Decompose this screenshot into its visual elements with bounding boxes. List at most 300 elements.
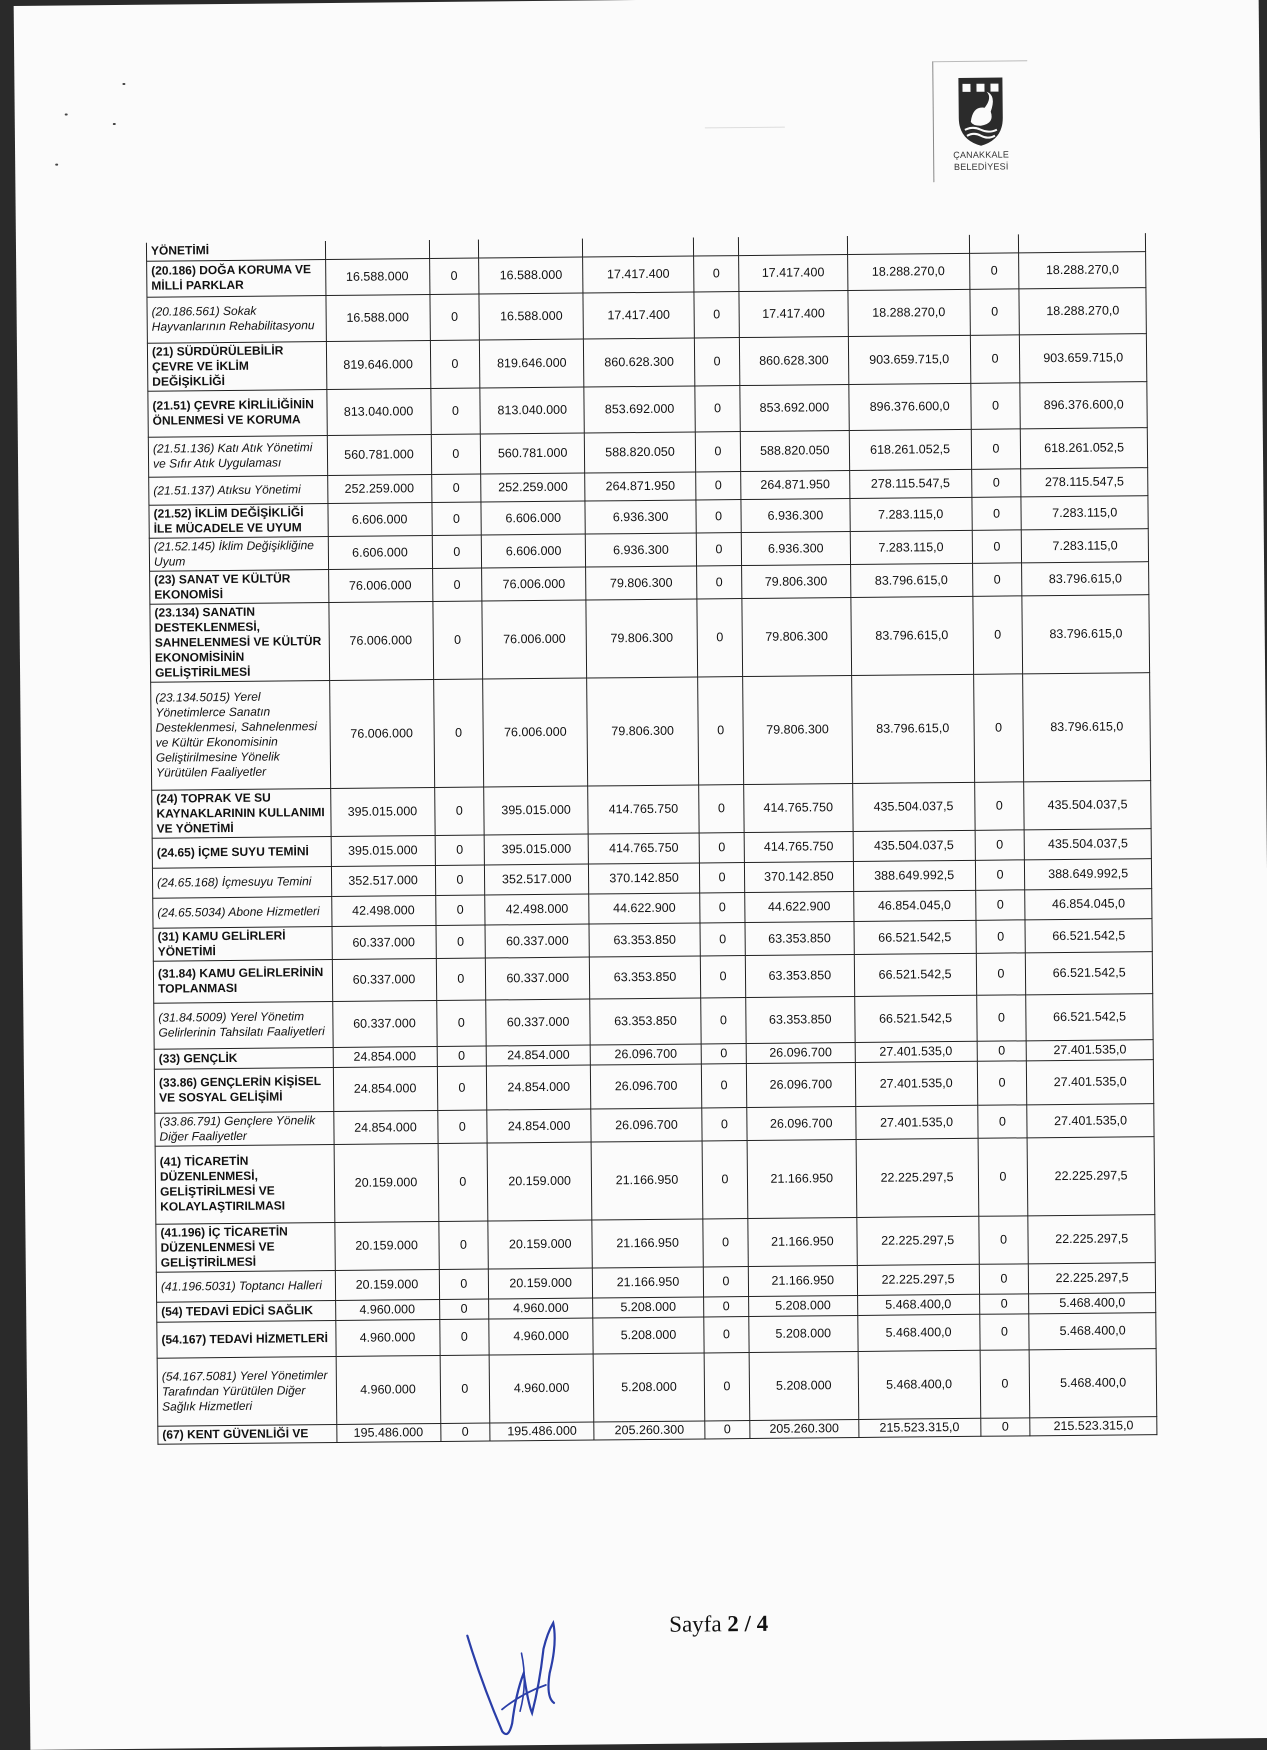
cell-c4: 79.806.300: [587, 676, 699, 785]
cell-c4: 17.417.400: [583, 291, 694, 338]
cell-c9: 18.288.270,0: [1019, 251, 1146, 288]
cell-c4: 205.260.300: [594, 1420, 705, 1439]
cell-c2: 0: [439, 1299, 489, 1319]
cell-c8: 0: [978, 1215, 1028, 1263]
cell-c7: 7.283.115,0: [850, 497, 972, 531]
cell-c3: 24.854.000: [486, 1045, 590, 1066]
cell-c1: 4.960.000: [335, 1299, 439, 1320]
cell-c5: 0: [695, 385, 741, 431]
cell-c6: 370.142.850: [745, 861, 854, 892]
cell-c8: 0: [973, 595, 1023, 673]
cell-c3: 6.606.000: [481, 534, 585, 568]
budget-table: [146, 233, 1157, 1444]
cell-c8: 0: [970, 334, 1020, 382]
cell-c5: 0: [699, 862, 744, 892]
cell-c3: 4.960.000: [489, 1354, 594, 1423]
cell-c9: 83.796.615,0: [1022, 594, 1149, 673]
cell-c8: 0: [973, 673, 1024, 781]
cell-c7: 22.225.297,5: [856, 1216, 979, 1265]
row-label: (23) SANAT VE KÜLTÜR EKONOMİSİ: [150, 569, 329, 604]
row-label: (21.52.145) İklim Değişikliğine Uyum: [149, 536, 328, 571]
cell-c9: 215.523.315,0: [1030, 1416, 1157, 1435]
row-label: (24.65.168) İçmesuyu Temini: [152, 866, 331, 898]
cell-c2: 0: [435, 865, 485, 895]
cell-c4: 264.871.950: [585, 471, 696, 500]
cell-c9: 618.261.052,5: [1021, 427, 1148, 468]
cell-c5: 0: [699, 832, 744, 862]
signature: [461, 1613, 572, 1744]
cell-c6: 79.806.300: [742, 597, 851, 676]
cell-c1: 813.040.000: [326, 388, 430, 435]
cell-c2: 0: [440, 1355, 490, 1423]
cell-c7: 903.659.715,0: [848, 335, 971, 384]
cell-c4: 21.166.950: [592, 1218, 703, 1267]
row-label: (21.51) ÇEVRE KİRLİLİĞİNİN ÖNLENMESİ VE KORUMA: [148, 389, 327, 437]
cell-c6: 26.096.700: [746, 1062, 855, 1107]
cell-c5: 0: [697, 598, 743, 676]
cell-c6: 414.765.750: [744, 783, 853, 832]
cell-c3: 16.588.000: [479, 257, 583, 294]
cell-c2: 0: [437, 1066, 487, 1110]
table-row: [150, 594, 1150, 682]
cell-c5: 0: [703, 1218, 749, 1266]
cell-c5: 0: [698, 676, 744, 784]
cell-c1: 560.781.000: [327, 434, 431, 475]
cell-c3: 76.006.000: [482, 567, 586, 601]
cell-c3: 252.259.000: [481, 473, 585, 502]
cell-c6: 588.820.050: [740, 430, 849, 471]
cell-c2: 0: [431, 474, 481, 502]
cell-c5: 0: [693, 255, 739, 291]
cell-c9: 27.401.535,0: [1026, 1039, 1153, 1060]
row-label: (31.84) KAMU GELİRLERİNİN TOPLANMASI: [153, 959, 332, 1003]
cell-c4: [583, 238, 694, 257]
cell-c8: 0: [969, 252, 1019, 288]
page-number: [669, 1611, 768, 1638]
cell-c1: 16.588.000: [325, 258, 429, 295]
cell-c7: [847, 235, 969, 254]
scan-speck: [113, 123, 116, 125]
cell-c7: 435.504.037,5: [852, 782, 975, 831]
cell-c4: 370.142.850: [589, 862, 700, 893]
cell-c6: 79.806.300: [742, 564, 851, 598]
cell-c4: 860.628.300: [584, 337, 695, 386]
row-label: (23.134.5015) Yerel Yönetimlerce Sanatın Desteklenmesi, Sahnelenmesi ve Kültür Ekonomisinin Geliştirilmesine Yönelik Yürütülen Faaliyetler: [151, 680, 331, 790]
cell-c5: 0: [702, 1107, 748, 1140]
logo-text-line1: ÇANAKKALE: [953, 149, 1010, 161]
cell-c9: 5.468.400,0: [1029, 1348, 1156, 1417]
row-label: (41) TİCARETİN DÜZENLENMESİ, GELİŞTİRİLMESİ VE KOLAYLAŞTIRILMASI: [155, 1144, 334, 1224]
table-row: [157, 1348, 1157, 1426]
municipality-logo: [932, 60, 1028, 182]
row-label: YÖNETİMİ: [146, 241, 325, 261]
cell-c5: 0: [701, 997, 747, 1043]
cell-c9: 7.283.115,0: [1021, 495, 1148, 529]
cell-c3: 24.854.000: [487, 1109, 591, 1143]
cell-c6: 63.353.850: [745, 954, 854, 997]
cell-c7: 5.468.400,0: [858, 1350, 981, 1419]
cell-c2: 0: [438, 1143, 488, 1221]
cell-c1: 819.646.000: [326, 340, 430, 389]
cell-c4: 5.208.000: [593, 1316, 704, 1353]
cell-c9: 896.376.600,0: [1020, 381, 1147, 428]
row-label: (67) KENT GÜVENLİĞİ VE: [158, 1424, 337, 1444]
cell-c2: 0: [434, 787, 484, 835]
cell-c5: 0: [695, 431, 741, 471]
cell-c7: 66.521.542,5: [854, 995, 976, 1042]
cell-c7: 27.401.535,0: [855, 1061, 977, 1106]
cell-c6: [739, 236, 848, 255]
cell-c6: 5.208.000: [749, 1315, 858, 1352]
cell-c8: 0: [972, 529, 1022, 562]
cell-c8: 0: [971, 428, 1021, 468]
logo-text-line2: BELEDİYESİ: [953, 161, 1009, 172]
cell-c1: 60.337.000: [332, 1000, 436, 1047]
cell-c3: 195.486.000: [490, 1422, 594, 1441]
table-row: [151, 672, 1151, 790]
cell-c4: 853.692.000: [584, 385, 695, 432]
cell-c3: 60.337.000: [486, 999, 590, 1046]
cell-c1: [325, 240, 429, 259]
cell-c5: 0: [700, 892, 745, 922]
cell-c4: 63.353.850: [590, 997, 701, 1044]
page-total: 4: [756, 1610, 769, 1636]
cell-c2: 0: [432, 568, 482, 601]
cell-c7: 22.225.297,5: [857, 1264, 979, 1295]
cell-c9: [1019, 233, 1146, 252]
cell-c5: 0: [699, 784, 745, 832]
cell-c8: 0: [972, 496, 1022, 529]
cell-c4: 79.806.300: [586, 598, 697, 677]
cell-c5: 0: [696, 499, 742, 532]
cell-c6: 79.806.300: [743, 675, 853, 784]
cell-c9: 435.504.037,5: [1024, 780, 1151, 829]
row-label: (54.167) TEDAVİ HİZMETLERİ: [157, 1320, 336, 1358]
cell-c7: 22.225.297,5: [856, 1138, 979, 1217]
cell-c5: 0: [696, 565, 742, 598]
cell-c1: 20.159.000: [334, 1221, 438, 1270]
cell-c2: 0: [430, 388, 480, 434]
cell-c7: 46.854.045,0: [853, 890, 975, 921]
cell-c4: 63.353.850: [589, 955, 700, 998]
cell-c4: 17.417.400: [583, 256, 694, 293]
cell-c2: 0: [429, 294, 479, 340]
cell-c7: 66.521.542,5: [854, 953, 976, 996]
cell-c6: 6.936.300: [741, 531, 850, 565]
cell-c2: 0: [437, 1110, 487, 1143]
scan-speck: [65, 114, 68, 116]
cell-c4: 588.820.050: [584, 431, 695, 472]
cell-c6: 26.096.700: [747, 1106, 856, 1140]
cell-c8: 0: [976, 994, 1026, 1040]
cell-c4: 6.936.300: [585, 499, 696, 533]
cell-c5: 0: [703, 1266, 748, 1296]
cell-c2: 0: [439, 1269, 489, 1299]
cell-c3: 4.960.000: [489, 1318, 593, 1355]
cell-c1: 6.606.000: [327, 502, 431, 536]
cell-c5: 0: [705, 1420, 750, 1438]
cell-c1: 24.854.000: [333, 1110, 437, 1144]
cell-c8: [969, 234, 1019, 252]
cell-c7: 18.288.270,0: [847, 253, 969, 290]
cell-c5: 0: [704, 1316, 750, 1352]
cell-c3: 6.606.000: [481, 501, 585, 535]
cell-c8: 0: [980, 1417, 1030, 1435]
cell-c8: 0: [971, 468, 1021, 496]
scan-speck: [122, 83, 125, 85]
cell-c9: 22.225.297,5: [1028, 1214, 1155, 1263]
cell-c2: 0: [436, 1000, 486, 1046]
cell-c3: [479, 239, 583, 258]
cell-c8: 0: [975, 829, 1025, 859]
cell-c7: 278.115.547,5: [849, 469, 971, 498]
cell-c9: 22.225.297,5: [1027, 1136, 1154, 1215]
cell-c3: 20.159.000: [487, 1142, 592, 1221]
cell-c1: 24.854.000: [333, 1066, 437, 1111]
budget-table-body: [146, 233, 1156, 1444]
cell-c2: 0: [431, 502, 481, 535]
cell-c7: 5.468.400,0: [857, 1294, 979, 1315]
cell-c7: 18.288.270,0: [848, 289, 970, 336]
cell-c6: 21.166.950: [748, 1217, 857, 1266]
row-label: (20.186.561) Sokak Hayvanlarının Rehabilitasyonu: [147, 295, 326, 343]
cell-c4: 5.208.000: [593, 1296, 704, 1317]
cell-c1: 76.006.000: [328, 601, 433, 680]
cell-c8: 0: [974, 781, 1024, 829]
cell-c5: 0: [694, 337, 740, 385]
cell-c6: 414.765.750: [744, 831, 853, 862]
cell-c5: 0: [696, 532, 742, 565]
cell-c3: 60.337.000: [485, 924, 589, 958]
cell-c6: 853.692.000: [740, 384, 849, 431]
cell-c5: [693, 237, 738, 255]
cell-c8: 0: [976, 919, 1026, 952]
cell-c3: 819.646.000: [480, 339, 584, 388]
row-label: (21.51.137) Atıksu Yönetimi: [149, 475, 328, 505]
cell-c8: 0: [975, 859, 1025, 889]
cell-c6: 6.936.300: [741, 498, 850, 532]
cell-c4: 63.353.850: [589, 922, 700, 956]
cell-c2: 0: [439, 1319, 489, 1355]
cell-c2: 0: [433, 679, 484, 787]
cell-c3: 813.040.000: [480, 387, 584, 434]
cell-c3: 20.159.000: [488, 1220, 592, 1269]
cell-c3: 4.960.000: [489, 1298, 593, 1319]
cell-c9: 66.521.542,5: [1025, 918, 1152, 952]
cell-c2: 0: [429, 258, 479, 294]
cell-c6: 5.208.000: [749, 1295, 858, 1316]
cell-c8: 0: [976, 952, 1026, 994]
cell-c9: 27.401.535,0: [1027, 1103, 1154, 1137]
cell-c1: 60.337.000: [332, 925, 436, 959]
row-label: (33.86) GENÇLERİN KİŞİSEL VE SOSYAL GELİŞİMİ: [154, 1067, 333, 1113]
cell-c2: 0: [438, 1221, 488, 1269]
cell-c2: 0: [435, 925, 485, 958]
cell-c1: 4.960.000: [336, 1355, 441, 1424]
cell-c8: 0: [977, 1040, 1027, 1060]
page-current: 2: [727, 1611, 739, 1637]
cell-c7: 7.283.115,0: [850, 530, 972, 564]
cell-c7: 618.261.052,5: [849, 429, 971, 470]
cell-c6: 21.166.950: [748, 1265, 857, 1296]
cell-c4: 414.765.750: [588, 784, 699, 833]
cell-c7: 27.401.535,0: [855, 1041, 977, 1062]
cell-c9: 903.659.715,0: [1020, 333, 1147, 382]
cell-c1: 60.337.000: [332, 958, 436, 1001]
cell-c9: 435.504.037,5: [1024, 828, 1151, 859]
cell-c5: 0: [701, 1063, 747, 1107]
cell-c1: 76.006.000: [328, 568, 432, 602]
row-label: (24) TOPRAK VE SU KAYNAKLARININ KULLANIMI VE YÖNETİMİ: [152, 788, 331, 838]
cell-c5: 0: [696, 471, 741, 499]
row-label: (31.84.5009) Yerel Yönetim Gelirlerinin Tahsilatı Faaliyetleri: [154, 1001, 333, 1049]
cell-c8: 0: [979, 1263, 1029, 1293]
cell-c2: 0: [436, 958, 486, 1000]
cell-c2: 0: [440, 1423, 490, 1441]
cell-c3: 76.006.000: [483, 678, 588, 787]
scan-mark: [705, 127, 785, 129]
cell-c6: 26.096.700: [746, 1042, 855, 1063]
cell-c3: 395.015.000: [484, 834, 588, 865]
cell-c5: 0: [702, 1140, 748, 1218]
row-label: (33.86.791) Gençlere Yönelik Diğer Faaliyetler: [155, 1111, 334, 1146]
cell-c1: 24.854.000: [333, 1046, 437, 1067]
row-label: (54) TEDAVİ EDİCİ SAĞLIK: [157, 1300, 336, 1322]
cell-c1: 42.498.000: [331, 895, 435, 926]
cell-c3: 352.517.000: [485, 864, 589, 895]
cell-c3: 20.159.000: [489, 1268, 593, 1299]
cell-c9: 5.468.400,0: [1029, 1292, 1156, 1313]
cell-c7: 66.521.542,5: [854, 920, 976, 954]
cell-c5: 0: [700, 922, 746, 955]
row-label: (41.196) İÇ TİCARETİN DÜZENLENMESİ VE GELİŞTİRİLMESİ: [156, 1222, 335, 1272]
castle-swan-emblem-icon: [950, 73, 1011, 148]
document-page: [14, 0, 1267, 1750]
cell-c9: 83.796.615,0: [1023, 672, 1151, 781]
cell-c8: 0: [978, 1137, 1028, 1215]
row-label: (54.167.5081) Yerel Yönetimler Tarafından Yürütülen Diğer Sağlık Hizmetleri: [157, 1356, 336, 1426]
cell-c4: 26.096.700: [590, 1043, 701, 1064]
cell-c6: 17.417.400: [739, 254, 848, 291]
cell-c6: 860.628.300: [739, 336, 848, 385]
cell-c2: [429, 240, 479, 258]
cell-c8: 0: [970, 288, 1020, 334]
page-word: Sayfa: [669, 1611, 722, 1637]
cell-c7: 435.504.037,5: [853, 830, 975, 861]
cell-c9: 27.401.535,0: [1027, 1059, 1154, 1104]
cell-c7: 215.523.315,0: [858, 1418, 980, 1437]
cell-c1: 6.606.000: [328, 535, 432, 569]
cell-c8: 0: [979, 1313, 1029, 1349]
cell-c6: 17.417.400: [739, 290, 848, 337]
cell-c1: 16.588.000: [325, 294, 429, 341]
row-label: (33) GENÇLİK: [154, 1047, 333, 1069]
cell-c9: 46.854.045,0: [1025, 888, 1152, 919]
row-label: (41.196.5031) Toptancı Halleri: [156, 1270, 335, 1302]
cell-c2: 0: [435, 895, 485, 925]
cell-c7: 83.796.615,0: [850, 563, 972, 597]
cell-c2: 0: [437, 1046, 487, 1066]
cell-c9: 5.468.400,0: [1029, 1312, 1156, 1349]
cell-c7: 27.401.535,0: [855, 1105, 977, 1139]
cell-c8: 0: [980, 1349, 1030, 1417]
cell-c4: 414.765.750: [588, 832, 699, 863]
cell-c7: 83.796.615,0: [850, 596, 973, 675]
cell-c8: 0: [970, 382, 1020, 428]
row-label: (24.65) İÇME SUYU TEMİNİ: [152, 836, 331, 868]
cell-c6: 21.166.950: [747, 1139, 856, 1218]
cell-c2: 0: [435, 835, 485, 865]
cell-c6: 5.208.000: [749, 1351, 858, 1420]
cell-c1: 20.159.000: [335, 1269, 439, 1300]
row-label: (21.52) İKLİM DEĞİŞİKLİĞİ İLE MÜCADELE VE UYUM: [149, 503, 328, 538]
cell-c8: 0: [977, 1104, 1027, 1137]
cell-c6: 63.353.850: [745, 921, 854, 955]
cell-c3: 16.588.000: [479, 293, 583, 340]
row-label: (21) SÜRDÜRÜLEBİLİR ÇEVRE VE İKLİM DEĞİŞİKLİĞİ: [147, 341, 326, 391]
cell-c2: 0: [432, 535, 482, 568]
cell-c7: 83.796.615,0: [851, 674, 974, 783]
cell-c9: 278.115.547,5: [1021, 467, 1148, 496]
cell-c1: 20.159.000: [334, 1143, 439, 1222]
cell-c5: 0: [700, 955, 746, 997]
scan-speck: [55, 164, 58, 166]
cell-c9: 66.521.542,5: [1026, 951, 1153, 994]
cell-c3: 560.781.000: [481, 433, 585, 474]
cell-c4: 79.806.300: [586, 565, 697, 599]
cell-c6: 264.871.950: [741, 470, 850, 499]
cell-c7: 896.376.600,0: [848, 383, 970, 430]
cell-c9: 7.283.115,0: [1022, 528, 1149, 562]
row-label: (20.186) DOĞA KORUMA VE MİLLİ PARKLAR: [147, 259, 326, 297]
row-label: (21.51.136) Katı Atık Yönetimi ve Sıfır Atık Uygulaması: [148, 435, 327, 477]
cell-c8: 0: [972, 562, 1022, 595]
cell-c9: 66.521.542,5: [1026, 993, 1153, 1040]
cell-c2: 0: [430, 340, 480, 388]
cell-c7: 5.468.400,0: [857, 1314, 979, 1351]
cell-c9: 388.649.992,5: [1025, 858, 1152, 889]
cell-c1: 395.015.000: [331, 835, 435, 866]
cell-c5: 0: [704, 1352, 750, 1420]
cell-c4: 6.936.300: [585, 532, 696, 566]
table-row: [155, 1136, 1155, 1224]
cell-c4: 26.096.700: [591, 1107, 702, 1141]
row-label: (23.134) SANATIN DESTEKLENMESİ, SAHNELENMESİ VE KÜLTÜR EKONOMİSİNİN GELİŞTİRİLMESİ: [150, 602, 329, 682]
cell-c3: 24.854.000: [487, 1065, 591, 1110]
cell-c2: 0: [431, 434, 481, 474]
cell-c9: 22.225.297,5: [1029, 1262, 1156, 1293]
cell-c1: 252.259.000: [327, 474, 431, 503]
cell-c4: 5.208.000: [593, 1352, 704, 1421]
cell-c3: 76.006.000: [482, 600, 587, 679]
cell-c8: 0: [975, 889, 1025, 919]
cell-c8: 0: [977, 1060, 1027, 1104]
cell-c3: 42.498.000: [485, 894, 589, 925]
row-label: (31) KAMU GELİRLERİ YÖNETİMİ: [153, 926, 332, 961]
cell-c6: 205.260.300: [750, 1419, 859, 1438]
cell-c7: 388.649.992,5: [853, 860, 975, 891]
cell-c3: 60.337.000: [486, 957, 590, 1000]
cell-c1: 195.486.000: [336, 1423, 440, 1442]
cell-c1: 395.015.000: [330, 787, 434, 836]
cell-c5: 0: [694, 291, 740, 337]
cell-c1: 352.517.000: [331, 865, 435, 896]
cell-c5: 0: [701, 1043, 746, 1063]
cell-c4: 21.166.950: [591, 1140, 702, 1219]
row-label: (24.65.5034) Abone Hizmetleri: [153, 896, 332, 928]
cell-c4: 21.166.950: [592, 1266, 703, 1297]
cell-c6: 63.353.850: [746, 996, 855, 1043]
